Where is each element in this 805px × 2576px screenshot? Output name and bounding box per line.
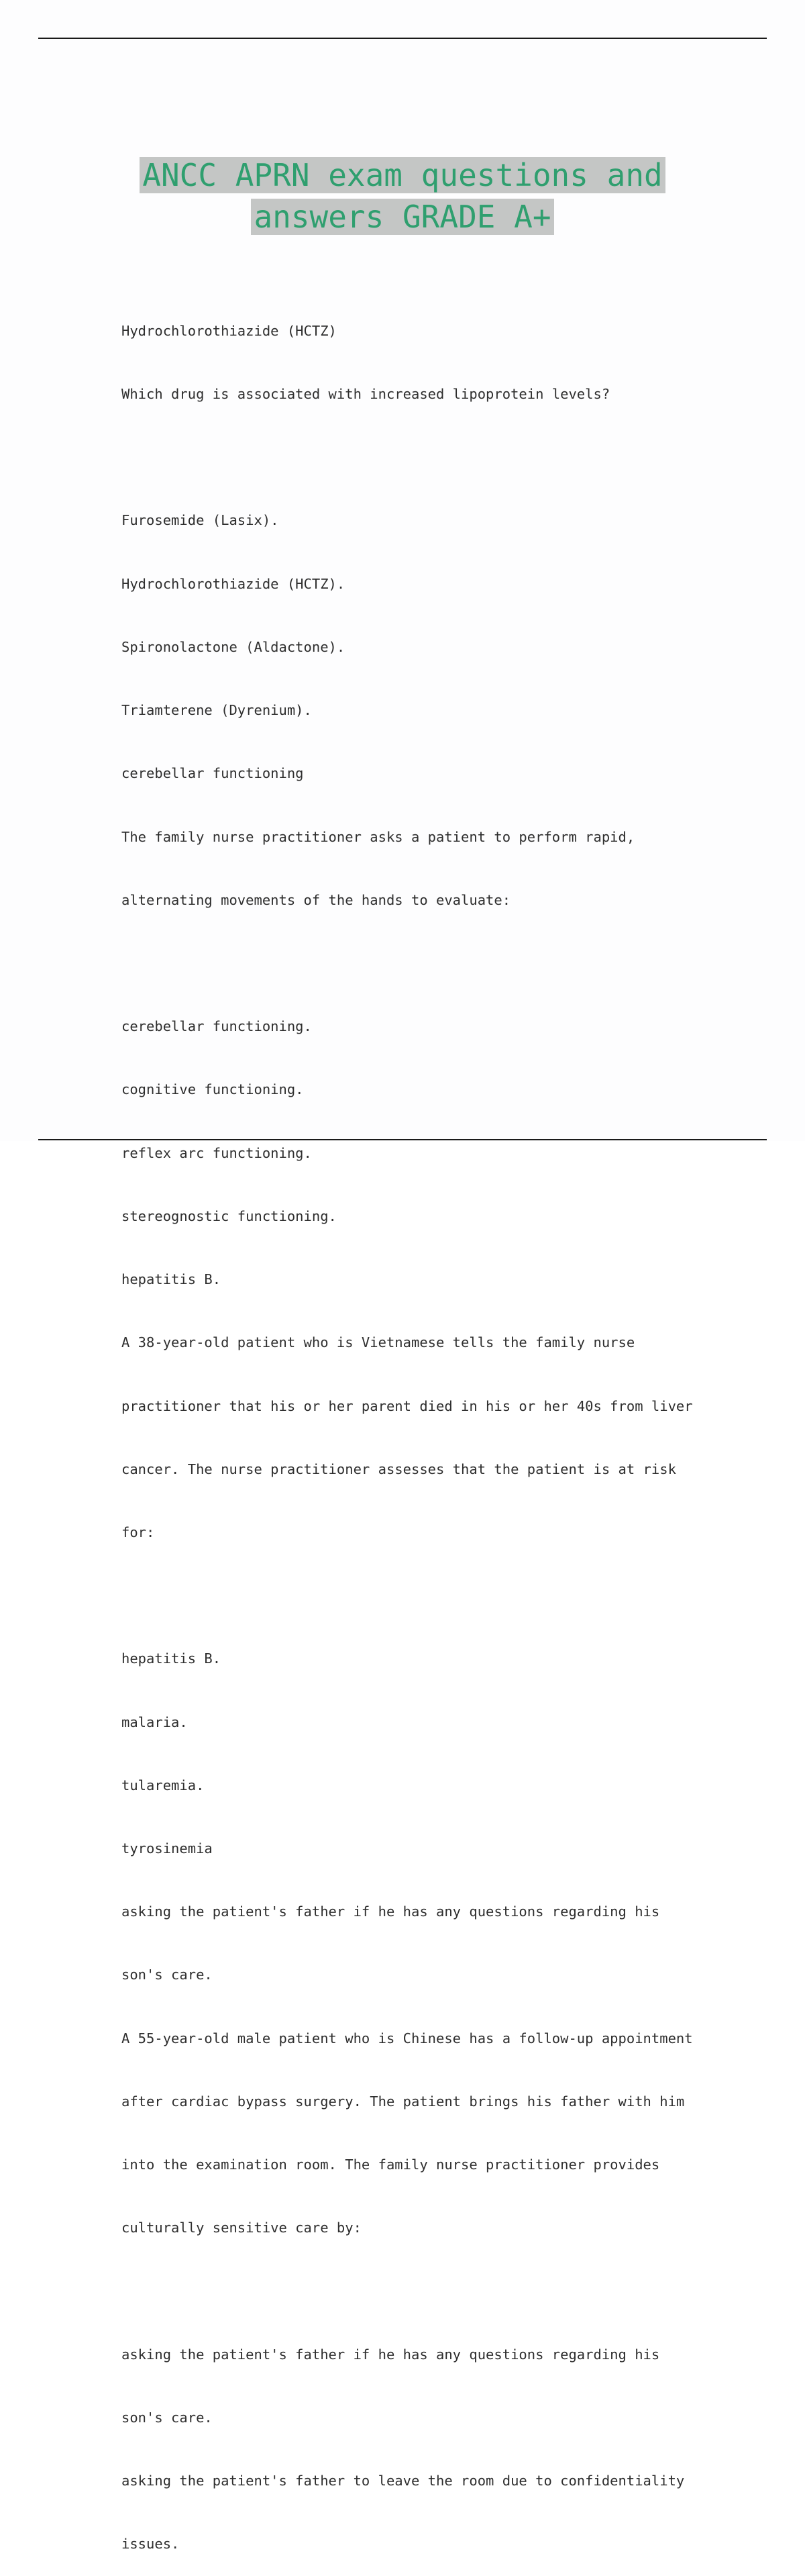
body-line: hepatitis B.	[121, 1271, 221, 1288]
body-line: issues.	[121, 2536, 180, 2553]
body-line: hepatitis B.	[121, 1650, 221, 1667]
body-line: tyrosinemia	[121, 1840, 213, 1857]
body-line: after cardiac bypass surgery. The patient brings his father with him	[121, 2093, 685, 2110]
body-line: practitioner that his or her parent died in his or her 40s from liver	[121, 1397, 693, 1414]
body-line: asking the patient's father if he has any questions regarding his	[121, 2346, 660, 2363]
body-line: son's care.	[121, 1967, 213, 1983]
body-line: The family nurse practitioner asks a patient to perform rapid,	[121, 828, 635, 845]
body-line: tularemia.	[121, 1777, 205, 1793]
document-title	[0, 154, 805, 238]
body-line: Spironolactone (Aldactone).	[121, 638, 345, 655]
body-line: cognitive functioning.	[121, 1081, 304, 1098]
body-line	[121, 1585, 712, 1606]
body-line: cancer. The nurse practitioner assesses that the patient is at risk	[121, 1460, 676, 1477]
body-line: A 55-year-old male patient who is Chinese has a follow-up appointment	[121, 2030, 693, 2046]
body-line: reflex arc functioning.	[121, 1144, 312, 1161]
body-line: into the examination room. The family nurse practitioner provides	[121, 2157, 660, 2173]
header-rule	[38, 38, 767, 39]
body-line: asking the patient's father to leave the room due to confidentiality	[121, 2473, 685, 2489]
body-line: Which drug is associated with increased lipoprotein levels?	[121, 386, 610, 403]
body-line: cerebellar functioning.	[121, 1018, 312, 1035]
title-line-1: ANCC APRN exam questions and	[140, 157, 665, 193]
body-line: Hydrochlorothiazide (HCTZ)	[121, 322, 337, 339]
body-line: for:	[121, 1524, 155, 1540]
body-line: A 38-year-old patient who is Vietnamese tells the family nurse	[121, 1334, 635, 1351]
body-line: culturally sensitive care by:	[121, 2220, 362, 2236]
document-body	[121, 279, 712, 2576]
body-line: Hydrochlorothiazide (HCTZ).	[121, 575, 345, 592]
footer-rule	[38, 1139, 767, 1140]
title-line-2: answers GRADE A+	[251, 199, 553, 235]
body-line: alternating movements of the hands to evaluate:	[121, 891, 511, 908]
body-line: Triamterene (Dyrenium).	[121, 702, 312, 719]
body-line	[121, 2281, 712, 2302]
body-line: stereognostic functioning.	[121, 1207, 337, 1224]
body-line	[121, 447, 712, 468]
body-line: son's care.	[121, 2409, 213, 2426]
body-line	[121, 953, 712, 974]
body-line: cerebellar functioning	[121, 765, 304, 782]
body-line: malaria.	[121, 1714, 188, 1730]
body-line: Furosemide (Lasix).	[121, 512, 279, 529]
body-line: asking the patient's father if he has any questions regarding his	[121, 1903, 660, 1920]
